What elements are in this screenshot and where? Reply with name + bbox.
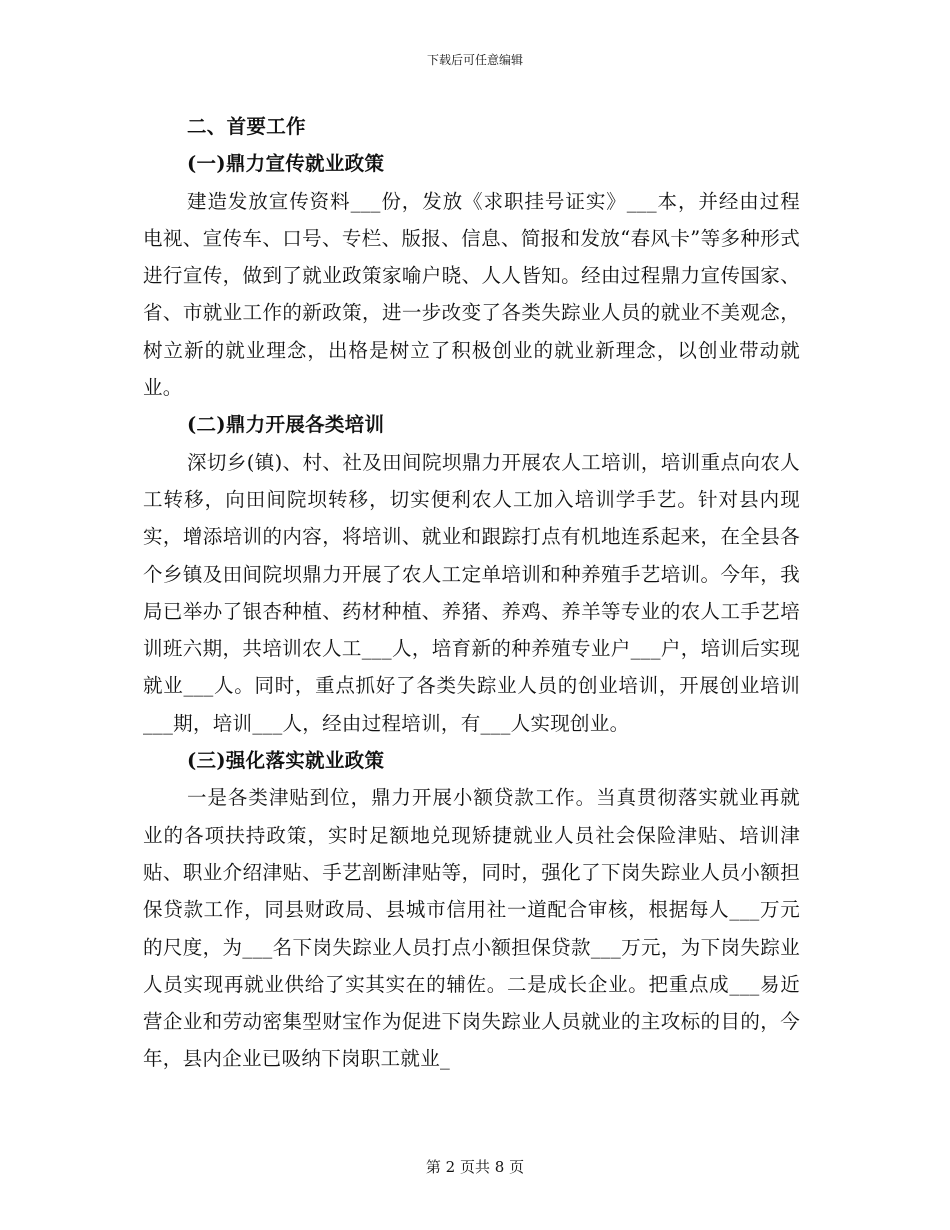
subsection-title-1: (一)鼎力宣传就业政策 [187, 152, 385, 176]
document-body [143, 108, 800, 1078]
subsection-title-3: (三)强化落实就业政策 [187, 749, 385, 773]
paragraph-1: 建造发放宣传资料___份，发放《求职挂号证实》___本，并经由过程电视、宣传车、口号、专栏、版报、信息、简报和发放“春风卡”等多种形式进行宣传，做到了就业政策家喻户晓、人人皆知。经由过程鼎力宣传国家、省、市就业工作的新政策，进一步改变了各类失踪业人员的就业不美观念，树立新的就业理念，出格是树立了积极创业的就业新理念，以创业带动就业。 [143, 189, 800, 400]
section-title: 二、首要工作 [187, 115, 306, 138]
page-header: 下载后可任意编辑 [426, 53, 523, 67]
subsection-title-2: (二)鼎力开展各类培训 [187, 413, 385, 437]
page-footer: 第 2 页共 8 页 [425, 1158, 525, 1176]
paragraph-2: 深切乡(镇)、村、社及田间院坝鼎力开展农人工培训，培训重点向农人工转移，向田间院坝转移，切实便利农人工加入培训学手艺。针对县内现实，增添培训的内容，将培训、就业和跟踪打点有机地连系起来，在全县各个乡镇及田间院坝鼎力开展了农人工定单培训和种养殖手艺培训。今年，我局已举办了银杏种植、药材种植、养猪、养鸡、养羊等专业的农人工手艺培训班六期，共培训农人工___人，培育新的种养殖专业户___户，培训后实现就业___人。同时，重点抓好了各类失踪业人员的创业培训，开展创业培训___期，培训___人，经由过程培训，有___人实现创业。 [143, 450, 800, 735]
paragraph-3: 一是各类津贴到位，鼎力开展小额贷款工作。当真贯彻落实就业再就业的各项扶持政策，实时足额地兑现矫捷就业人员社会保险津贴、培训津贴、职业介绍津贴、手艺剖断津贴等，同时，强化了下岗失踪业人员小额担保贷款工作，同县财政局、县城市信用社一道配合审核，根据每人___万元的尺度，为___名下岗失踪业人员打点小额担保贷款___万元，为下岗失踪业人员实现再就业供给了实其实在的辅佐。二是成长企业。把重点成___易近营企业和劳动密集型财宝作为促进下岗失踪业人员就业的主攻标的目的，今年，县内企业已吸纳下岗职工就业_ [143, 786, 800, 1071]
